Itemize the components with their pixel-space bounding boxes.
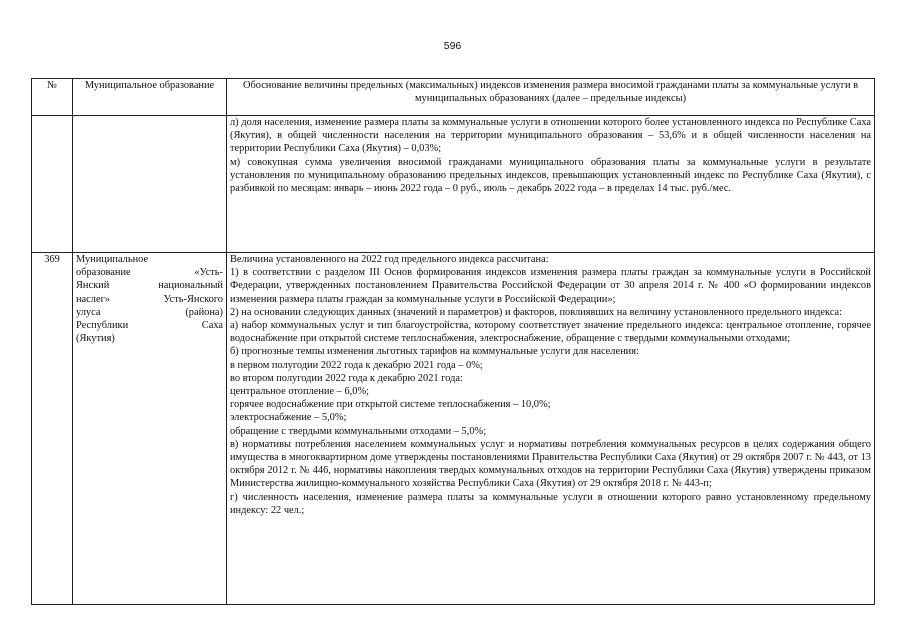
- justification-paragraph: в первом полугодии 2022 года к декабрю 2021 года – 0%;: [230, 359, 483, 371]
- municipality-line: образование «Усть-: [76, 267, 223, 279]
- index-justification-table: [31, 78, 875, 605]
- municipality-line: улуса (района): [76, 306, 223, 318]
- row-justification-cell: [227, 116, 875, 253]
- justification-paragraph: 2) на основании следующих данных (значений и параметров) и факторов, повлиявших на величину установленного предельного индекса:: [230, 306, 843, 318]
- row-number-cell: [32, 116, 73, 253]
- justification-paragraph: электроснабжение – 5,0%;: [230, 412, 347, 424]
- justification-paragraph: а) набор коммунальных услуг и тип благоустройства, которому соответствует значение предельного индекса: центральное отопление, горячее водоснабжение при открытой системе теплоснабжения, электроснабжение, обращение с твердыми коммунальными отходами;: [230, 320, 871, 345]
- row-municipality-cell: [73, 116, 227, 253]
- justification-paragraph: во втором полугодии 2022 года к декабрю 2021 года:: [230, 372, 463, 384]
- municipality-line: (Якутия): [76, 333, 115, 345]
- justification-paragraph: б) прогнозные темпы изменения льготных тарифов на коммунальные услуги для населения:: [230, 346, 639, 358]
- justification-paragraph: в) нормативы потребления населением коммунальных услуг и нормативы потребления коммунальных ресурсов в целях содержания общего имущества в многоквартирном доме утверждены постановлениями Правительства Республики Саха (Якутия) от 29 октября 2007 г. № 443, от 13 октября 2012 г. № 446, нормативы накопления твердых коммунальных отходов на территории Республики Саха (Якутия) утверждены приказом Министерства жилищно-коммунального хозяйства Республики Саха (Якутия) от 29 октября 2018 г. № 443-п;: [230, 438, 871, 490]
- header-municipality: Муниципальное образование: [73, 79, 227, 116]
- row-number-cell: 369: [32, 253, 73, 605]
- municipality-line: наслег» Усть-Янского: [76, 293, 223, 305]
- table-row: [32, 116, 875, 253]
- header-justification: Обоснование величины предельных (максимальных) индексов изменения размера вносимой гражданами платы за коммунальные услуги в муниципальных образованиях (далее – предельные индексы): [227, 79, 875, 116]
- justification-paragraph: м) совокупная сумма увеличения вносимой гражданами муниципального образования платы за коммунальные услуги в результате установления по муниципальному образованию предельных индексов, превышающих установленный индекс по Республике Саха (Якутия), с разбивкой по месяцам: январь – июнь 2022 года – 0 руб., июль – декабрь 2022 года – в пределах 14 тыс. руб./мес.: [230, 156, 871, 195]
- municipality-line: Республики Саха: [76, 320, 223, 332]
- page-number: 596: [443, 40, 462, 52]
- table-row: [32, 253, 875, 605]
- justification-paragraph: л) доля населения, изменение размера платы за коммунальные услуги в отношении которого более установленного индекса по Республике Саха (Якутия), в общей численности населения на территории муниципального образования – 53,6% и в общей численности населения на территории Республики Саха (Якутия) – 0,03%;: [230, 117, 871, 155]
- municipality-line: Муниципальное: [76, 254, 149, 265]
- justification-paragraph: 1) в соответствии с разделом III Основ формирования индексов изменения размера платы граждан за коммунальные услуги в Российской Федерации, утвержденных постановлением Правительства Российской Федерации от 30 апреля 2014 г. № 400 «О формировании индексов изменения размера платы граждан за коммунальные услуги в Российской Федерации»;: [230, 267, 871, 305]
- justification-paragraph: центральное отопление – 6,0%;: [230, 386, 369, 398]
- row-municipality-cell: [73, 253, 227, 605]
- justification-paragraph: г) численность населения, изменение размера платы за коммунальные услуги в отношении которого равно установленному предельному индексу: 22 чел.;: [230, 491, 871, 516]
- municipality-line: Янский национальный: [76, 280, 223, 292]
- row-justification-cell: [227, 253, 875, 605]
- justification-paragraph: горячее водоснабжение при открытой системе теплоснабжения – 10,0%;: [230, 399, 551, 411]
- justification-paragraph: обращение с твердыми коммунальными отходами – 5,0%;: [230, 425, 487, 437]
- justification-paragraph: Величина установленного на 2022 год предельного индекса рассчитана:: [230, 254, 549, 265]
- table-header-row: [32, 79, 875, 116]
- header-number: №: [32, 79, 73, 116]
